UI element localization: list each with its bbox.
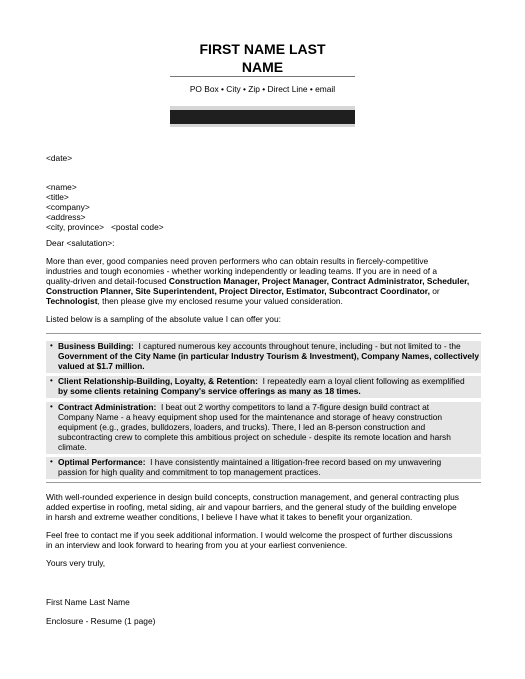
- bullet-icon: •: [50, 341, 53, 350]
- bullet-line: valued at $1.7 million.: [58, 361, 145, 371]
- bullet-item-contract-administration: [46, 402, 481, 454]
- offer-intro: Listed below is a sampling of the absolute value I can offer you:: [46, 314, 281, 324]
- offer-list: [46, 333, 481, 477]
- signoff: Yours very truly,: [46, 558, 106, 568]
- paragraph-line: added expertise in roofing, metal siding, air and vapour barriers, and the general study of the building envelope: [46, 502, 457, 512]
- offer-divider-bottom: [46, 482, 481, 483]
- intro-text: , then please give my enclosed resume your valued consideration.: [97, 296, 343, 306]
- name-divider: [170, 76, 355, 77]
- intro-line: More than ever, good companies need proven performers who can obtain results in fiercely-competitive: [46, 256, 429, 266]
- bullet-line: subcontracting crew to complete this ambitious project on schedule - despite its remote location and harsh: [58, 432, 451, 442]
- intro-paragraph: [46, 256, 481, 306]
- bullet-text: I repeatedly earn a loyal client following as exemplified: [257, 376, 465, 386]
- intro-text: or: [429, 286, 440, 296]
- bullet-text: I have consistently maintained a litigation-free record based on my unwavering: [145, 457, 442, 467]
- recipient-address: [46, 182, 481, 232]
- address-line: <title>: [46, 192, 69, 202]
- paragraph-line: Feel free to contact me if you seek additional information. I would welcome the prospect of further discussions: [46, 530, 453, 540]
- signature-name: First Name Last Name: [46, 597, 130, 607]
- header-band-bottom: [170, 124, 355, 127]
- contact-info: PO Box • City • Zip • Direct Line • email: [189, 84, 336, 94]
- bullet-item-business-building: [46, 341, 481, 373]
- bullet-line: Company Name - a heavy equipment shop used for the maintenance and storage of heavy construction: [58, 412, 443, 422]
- bullet-icon: •: [50, 457, 53, 466]
- bullet-line: [58, 341, 478, 351]
- bullet-line: [58, 457, 478, 467]
- bullet-line: climate.: [58, 442, 87, 452]
- applicant-name: [170, 40, 355, 76]
- date-line: <date>: [46, 153, 73, 163]
- bullet-line: passion for high quality and commitment to top management practices.: [58, 467, 321, 477]
- address-line: <address>: [46, 212, 86, 222]
- bullet-label: Business Building:: [58, 341, 134, 351]
- intro-line: industries and tough economies - whether working independently or leading teams. If you are in need of a: [46, 266, 438, 276]
- intro-line: [46, 296, 481, 306]
- bullet-label: Optimal Performance:: [58, 457, 146, 467]
- name-line-1: FIRST NAME LAST: [199, 41, 326, 57]
- bullet-line: [58, 376, 478, 386]
- bullet-line: equipment (e.g., grades, bulldozers, loaders, and trucks). There, I led an 8-person construction and: [58, 422, 426, 432]
- paragraph-line: in harsh and extreme weather conditions, I believe I have what it takes to benefit your organization.: [46, 512, 413, 522]
- intro-line: [46, 286, 481, 296]
- experience-paragraph: [46, 492, 481, 522]
- contact-paragraph: [46, 530, 481, 550]
- intro-roles: Construction Planner, Site Superintendent, Project Director, Estimator, Subcontract Coordinator,: [46, 286, 430, 296]
- address-line: <city, province> <postal code>: [46, 222, 164, 232]
- salutation: Dear <salutation>:: [46, 238, 115, 248]
- address-line: <company>: [46, 202, 90, 212]
- intro-text: quality-driven and detail-focused: [46, 276, 169, 286]
- bullet-text: I beat out 2 worthy competitors to land a 7-figure design build contract at: [156, 402, 430, 412]
- enclosure-line: Enclosure - Resume (1 page): [46, 616, 156, 626]
- bullet-item-optimal-performance: [46, 457, 481, 479]
- intro-roles: Construction Manager, Project Manager, Contract Administrator, Scheduler,: [168, 276, 470, 286]
- bullet-icon: •: [50, 402, 53, 411]
- bullet-item-client-relationship: [46, 376, 481, 398]
- bullet-icon: •: [50, 376, 53, 385]
- bullet-line: by some clients retaining Company's service offerings as many as 18 times.: [58, 386, 361, 396]
- bullet-line: Government of the City Name (in particular Industry Tourism & Investment), Company Names, collectively: [58, 351, 480, 361]
- name-line-2: NAME: [241, 59, 284, 75]
- address-line: <name>: [46, 182, 77, 192]
- paragraph-line: With well-rounded experience in design build concepts, construction management, and general contracting plus: [46, 492, 459, 502]
- header-band: [170, 110, 355, 124]
- bullet-label: Client Relationship-Building, Loyalty, & Retention:: [58, 376, 258, 386]
- bullet-line: [58, 402, 478, 412]
- intro-line: [46, 276, 481, 286]
- offer-divider-top: [46, 333, 481, 334]
- bullet-text: I captured numerous key accounts throughout tenure, including - but not limited to - the: [133, 341, 461, 351]
- bullet-label: Contract Administration:: [58, 402, 157, 412]
- paragraph-line: in an interview and look forward to hearing from you at your earliest convenience.: [46, 540, 348, 550]
- intro-roles: Technologist: [46, 296, 98, 306]
